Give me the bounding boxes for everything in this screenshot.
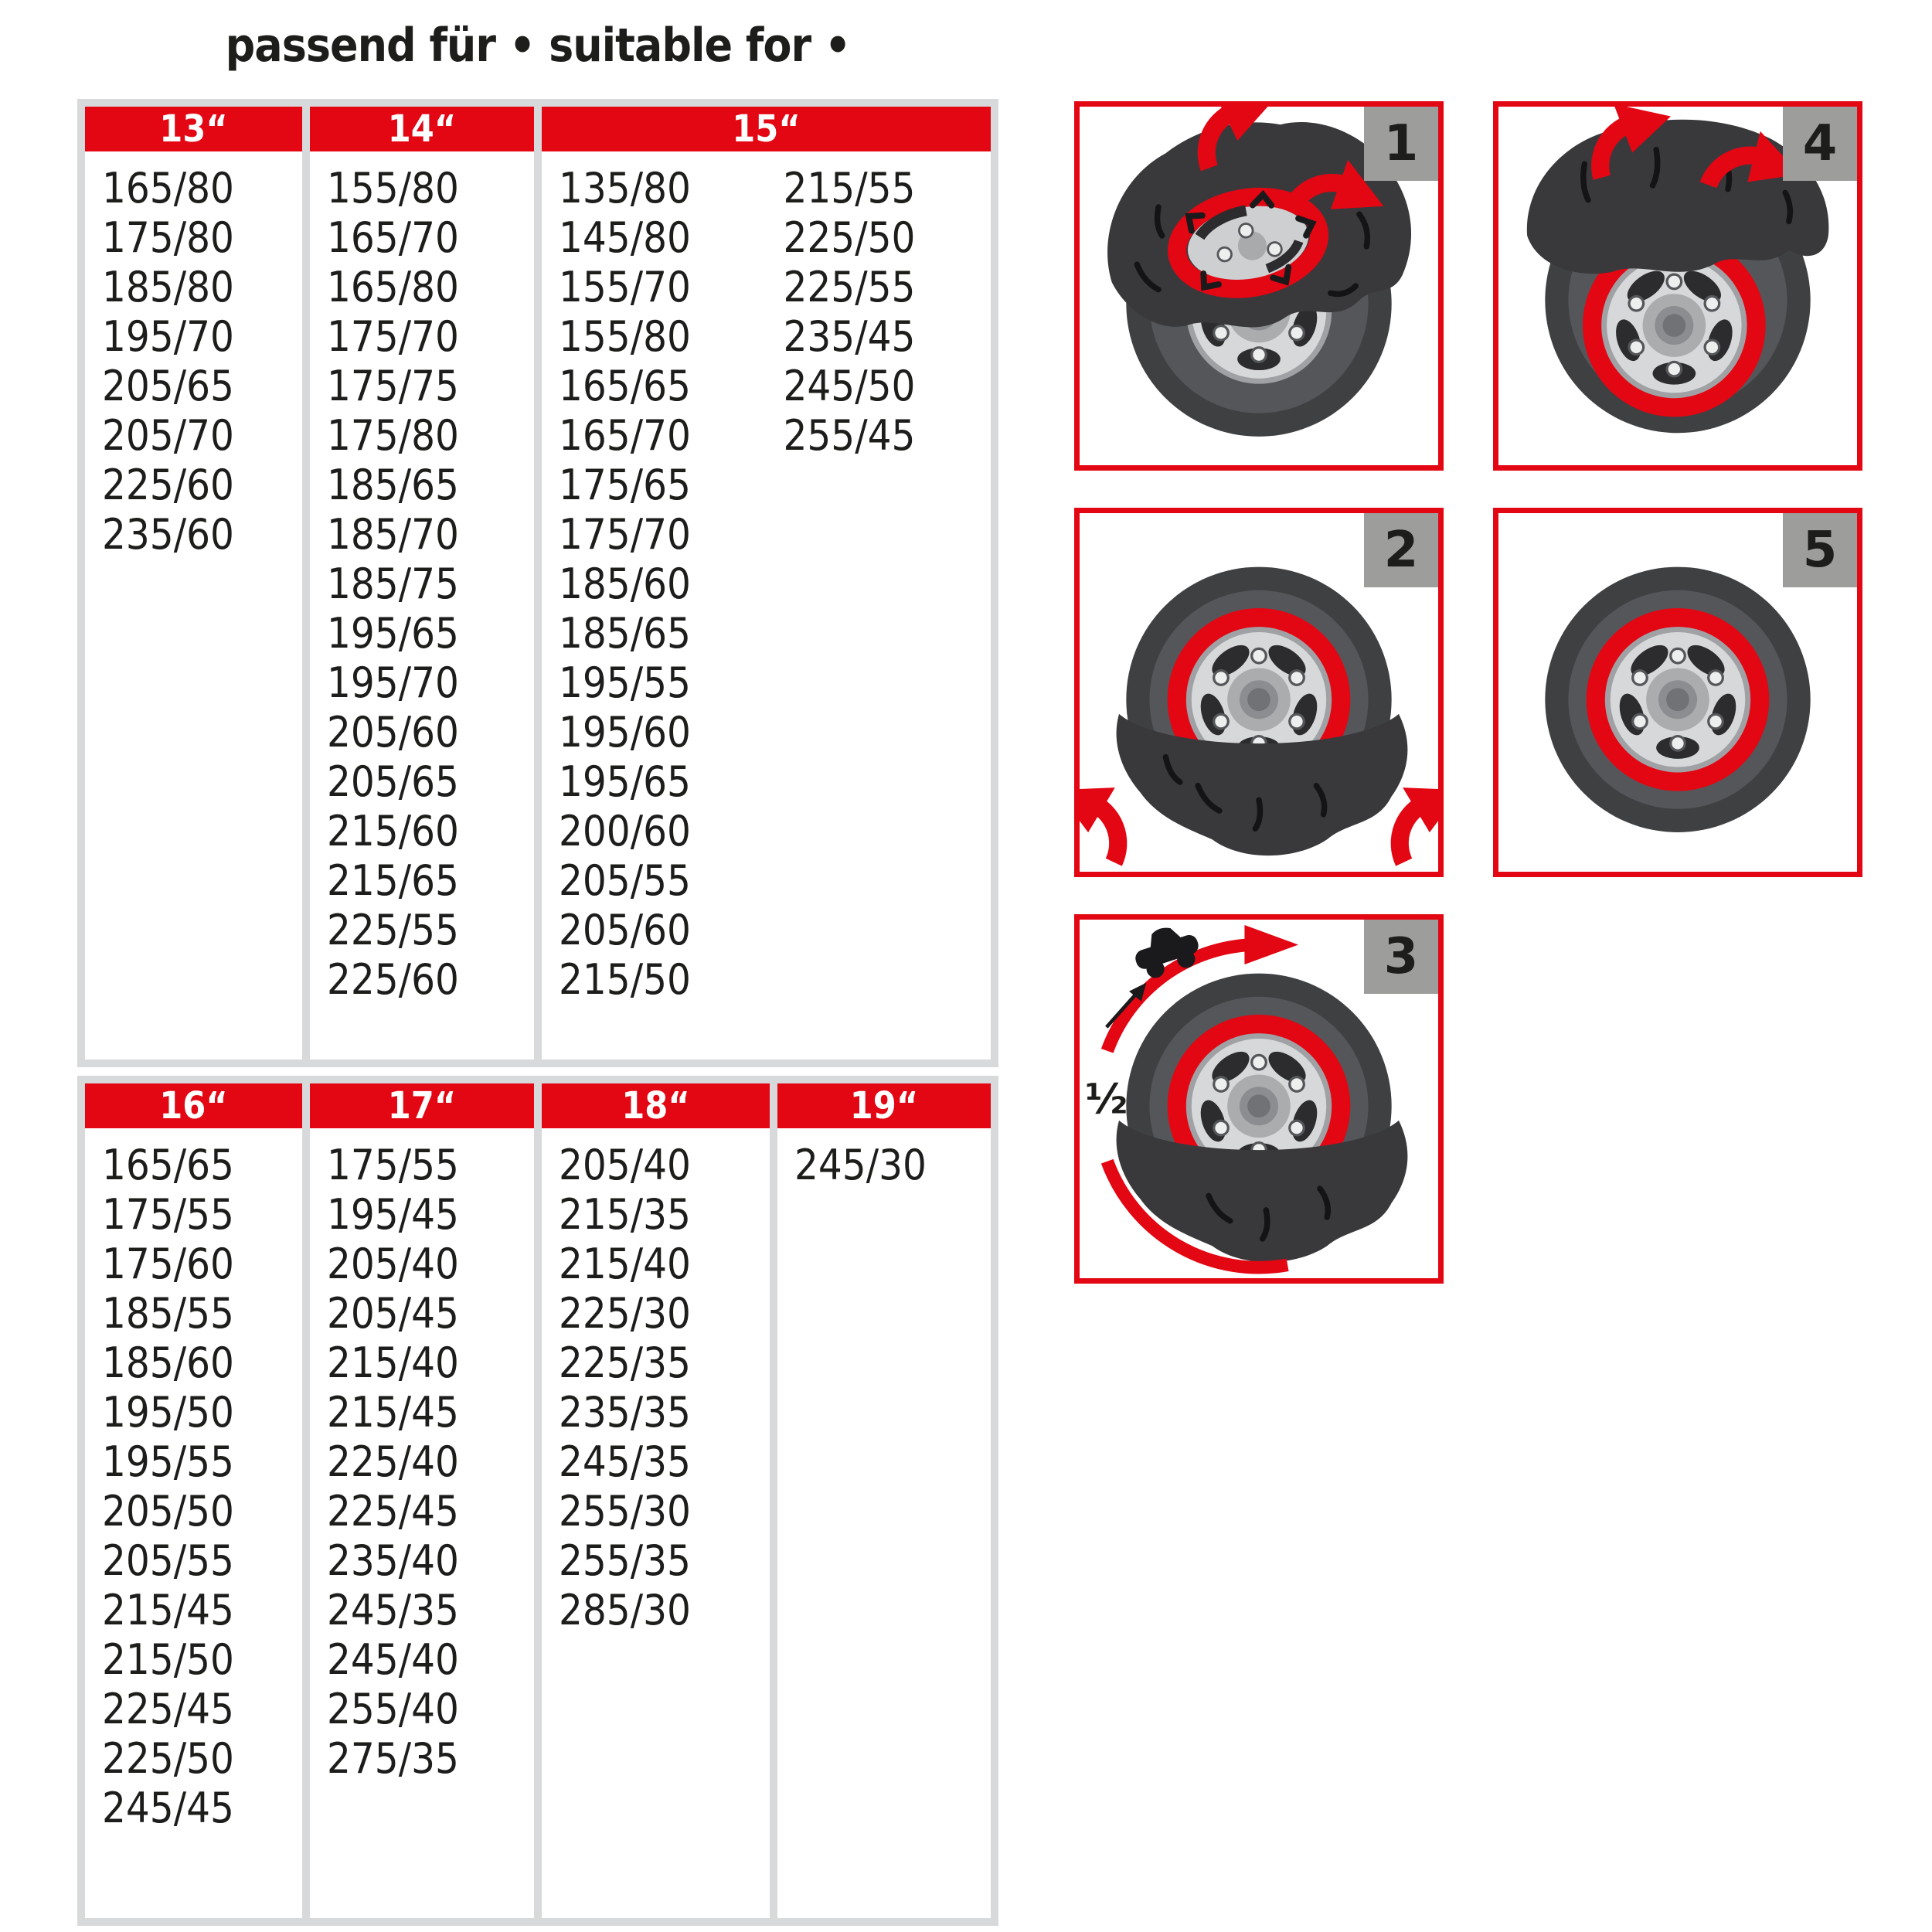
step-number-badge: 4 [1783,107,1857,181]
column-13 [85,107,302,1060]
tire-size: 185/60 [559,560,691,608]
tire-size: 235/60 [102,510,234,559]
tire-size: 245/35 [559,1437,691,1486]
tire-size: 185/70 [327,510,459,559]
column-header-19: 19“ [777,1083,991,1128]
size-table-16-19 [77,1076,998,1926]
size-list-14 [310,151,534,1005]
tire-size: 155/70 [559,263,691,311]
tire-size: 205/50 [102,1487,234,1536]
tire-size: 215/35 [559,1190,691,1239]
size-list-19 [777,1128,991,1190]
step-number-badge: 2 [1364,513,1438,587]
tire-size: 205/40 [559,1141,691,1189]
tire-size: 285/30 [559,1586,691,1634]
size-list-18 [542,1128,770,1635]
tire-size: 205/70 [102,411,234,460]
step-number-badge: 3 [1364,920,1438,994]
column-header-16: 16“ [85,1083,302,1128]
tire-size: 175/55 [327,1141,459,1189]
tire-size: 175/70 [559,510,691,559]
tire-size: 235/45 [783,312,916,361]
column-body-19 [777,1128,991,1918]
tire-size: 205/55 [559,856,691,905]
tire-size: 175/65 [559,461,691,509]
tire-size: 205/65 [327,757,459,806]
tire-size: 215/50 [102,1635,234,1684]
tire-size: 165/70 [327,213,459,262]
tire-size: 200/60 [559,807,691,855]
tire-size: 215/60 [327,807,459,855]
column-19 [777,1083,991,1918]
tire-size: 175/60 [102,1240,234,1288]
column-17 [310,1083,534,1918]
tire-size: 185/60 [102,1338,234,1387]
tire-size: 175/80 [102,213,234,262]
column-header-18: 18“ [542,1083,770,1128]
tire-size: 175/70 [327,312,459,361]
tire-size: 275/35 [327,1734,459,1783]
column-14 [310,107,534,1060]
tire-size: 195/50 [102,1388,234,1437]
tire-size: 205/60 [327,708,459,757]
tire-size: 145/80 [559,213,691,262]
instruction-step-3 [1074,914,1444,1284]
tire-size: 195/55 [102,1437,234,1486]
tire-size: 175/55 [102,1190,234,1239]
column-body-13 [85,151,302,1060]
tire-size: 245/35 [327,1586,459,1634]
step-number-badge: 5 [1783,513,1857,587]
tire-size: 205/40 [327,1240,459,1288]
instruction-step-1 [1074,101,1444,471]
tire-size: 185/65 [559,609,691,658]
tire-size: 185/75 [327,560,459,608]
size-list-16 [85,1128,302,1833]
size-table-13-15 [77,99,998,1067]
tire-size: 195/60 [559,708,691,757]
column-header-15: 15“ [542,107,991,151]
instruction-step-2 [1074,508,1444,877]
instruction-step-4 [1493,101,1862,471]
tire-size: 205/65 [102,362,234,410]
tire-size: 175/80 [327,411,459,460]
tire-size: 185/80 [102,263,234,311]
size-list-15-a [542,151,767,1060]
column-header-17: 17“ [310,1083,534,1128]
tire-size: 195/65 [559,757,691,806]
tire-size: 255/40 [327,1685,459,1733]
tire-size: 195/65 [327,609,459,658]
tire-size: 215/55 [783,164,916,213]
column-body-15 [542,151,991,1060]
tire-size: 135/80 [559,164,691,213]
tire-size: 245/50 [783,362,916,410]
tire-size: 205/55 [102,1536,234,1585]
tire-size: 195/70 [102,312,234,361]
column-header-13: 13“ [85,107,302,151]
tire-size: 225/60 [102,461,234,509]
tire-size: 195/45 [327,1190,459,1239]
tire-size: 195/70 [327,658,459,707]
page-title: passend für • suitable for • [225,19,851,73]
instruction-step-5 [1493,508,1862,877]
step-number-badge: 1 [1364,107,1438,181]
tire-size: 225/55 [327,906,459,954]
tire-size: 165/70 [559,411,691,460]
tire-size: 215/45 [327,1388,459,1437]
tire-size: 155/80 [559,312,691,361]
column-body-17 [310,1128,534,1918]
tire-size: 185/55 [102,1289,234,1338]
tire-size: 205/60 [559,906,691,954]
tire-size: 185/65 [327,461,459,509]
tire-size: 235/40 [327,1536,459,1585]
tire-size: 255/45 [783,411,916,460]
tire-size: 215/50 [559,955,691,1004]
tire-size: 215/40 [559,1240,691,1288]
tire-size: 225/40 [327,1437,459,1486]
tire-size: 225/45 [327,1487,459,1536]
tire-size: 165/80 [102,164,234,213]
tire-size: 225/45 [102,1685,234,1733]
column-18 [542,1083,770,1918]
size-list-13 [85,151,302,560]
tire-size: 245/45 [102,1784,234,1832]
column-body-18 [542,1128,770,1918]
tire-size: 235/35 [559,1388,691,1437]
tire-size: 165/80 [327,263,459,311]
column-body-14 [310,151,534,1060]
tire-size: 165/65 [559,362,691,410]
half-rotation-label: ½ [1084,1074,1128,1124]
column-body-16 [85,1128,302,1918]
tire-size: 225/30 [559,1289,691,1338]
tire-size: 155/80 [327,164,459,213]
tire-size: 175/75 [327,362,459,410]
tire-size: 215/40 [327,1338,459,1387]
tire-size: 165/65 [102,1141,234,1189]
tire-size: 255/30 [559,1487,691,1536]
tire-size: 225/35 [559,1338,691,1387]
tire-size: 255/35 [559,1536,691,1585]
size-list-15-b [767,151,992,1060]
tire-size: 245/40 [327,1635,459,1684]
tire-size: 225/50 [102,1734,234,1783]
tire-size: 205/45 [327,1289,459,1338]
tire-size: 215/65 [327,856,459,905]
tire-size: 245/30 [794,1141,927,1189]
tire-size: 225/50 [783,213,916,262]
tire-size: 215/45 [102,1586,234,1634]
size-list-17 [310,1128,534,1784]
tire-size: 195/55 [559,658,691,707]
tire-size: 225/55 [783,263,916,311]
column-15 [542,107,991,1060]
tire-size: 225/60 [327,955,459,1004]
column-header-14: 14“ [310,107,534,151]
column-16 [85,1083,302,1918]
